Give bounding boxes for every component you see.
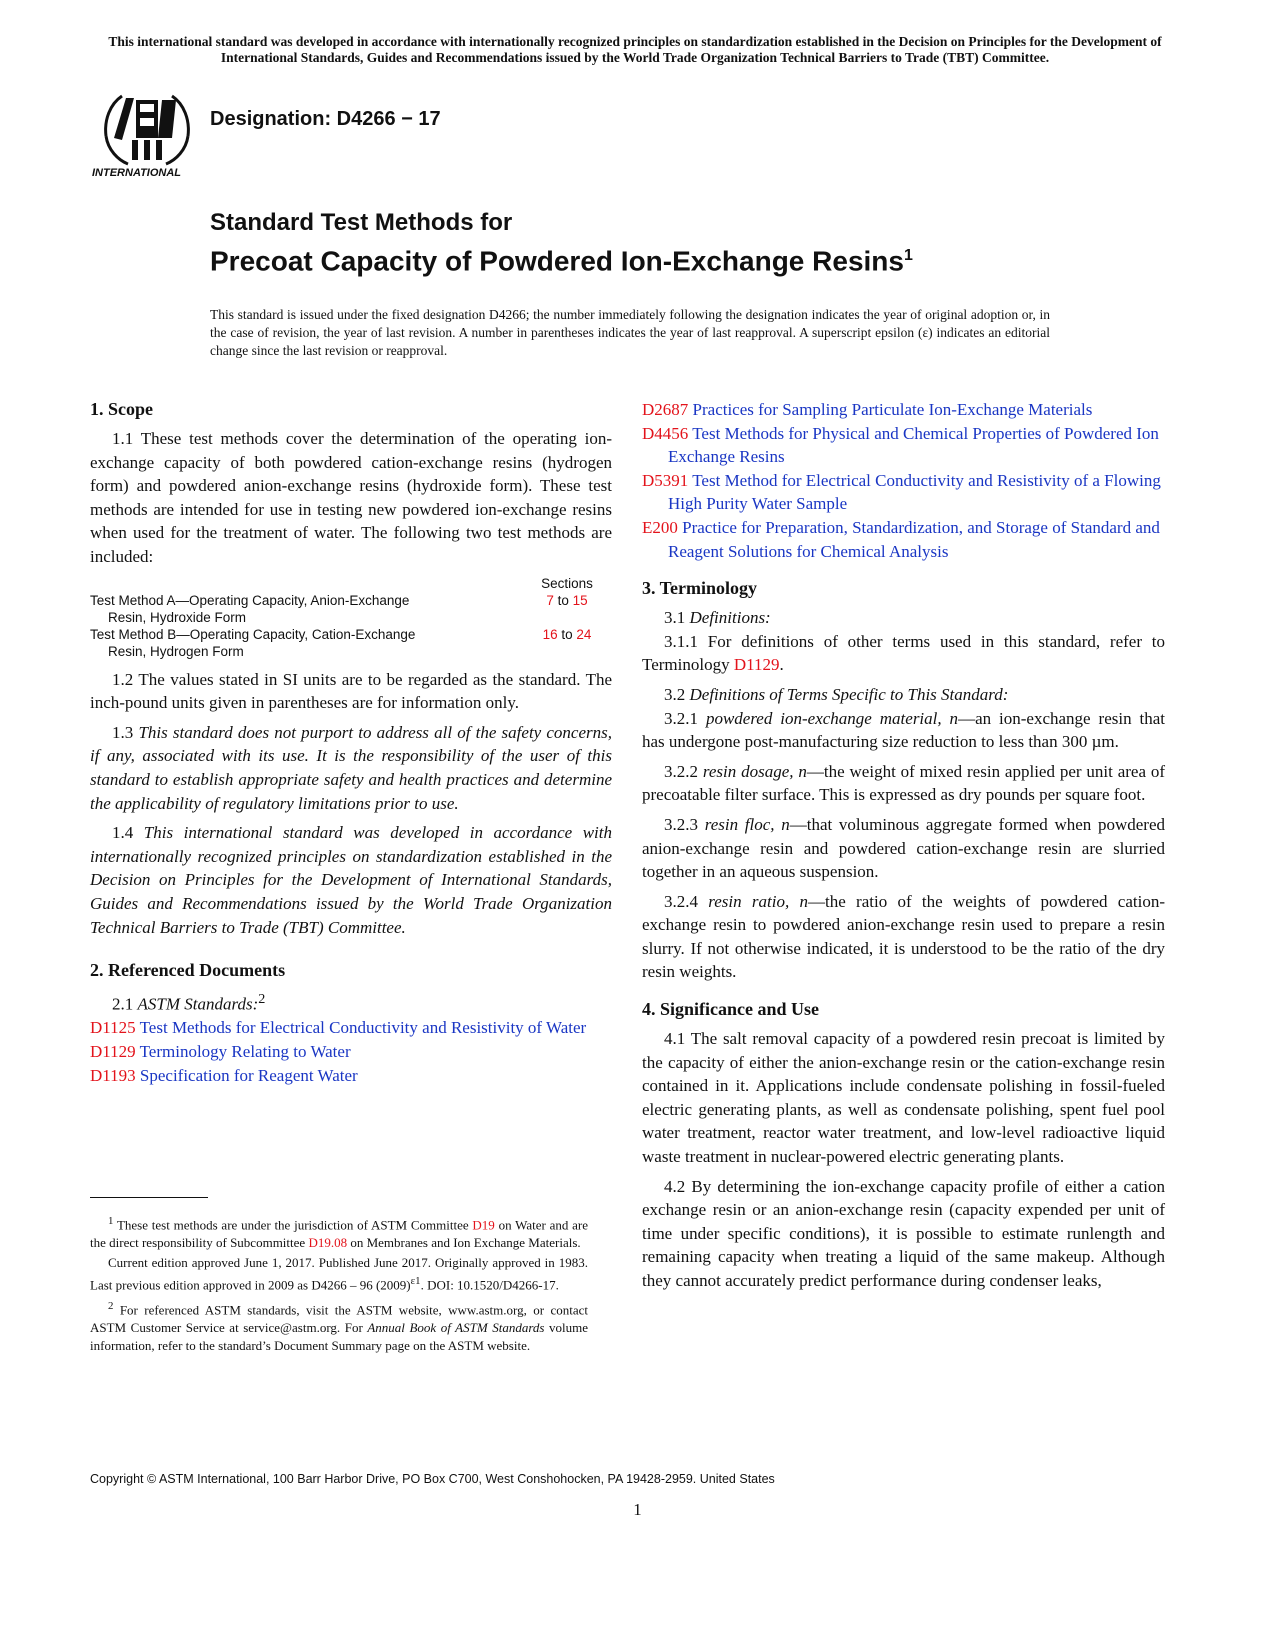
ref-code-link[interactable]: D4456 bbox=[642, 423, 689, 443]
paragraph-1-3 bbox=[90, 721, 612, 815]
definition-num: 3.2.4 bbox=[664, 891, 698, 911]
document-title bbox=[210, 208, 913, 279]
reference-e200[interactable] bbox=[642, 516, 1165, 563]
paragraph-3-2 bbox=[642, 683, 1165, 707]
footnote-1-text-c: on Membranes and Ion Exchange Materials. bbox=[350, 1235, 581, 1251]
issuance-statement: This standard is issued under the fixed designation D4266; the number immediately following the designation indicates the year of original adoption or, in the case of revision, the year of last revision. A number in parentheses indicates the year of last reapproval. A superscript epsilon (ε) indicates an editorial change since the last revision or reapproval. bbox=[210, 307, 1050, 358]
ref-title-link[interactable]: Test Methods for Physical and Chemical Properties of Powdered Ion Exchange Resins bbox=[668, 423, 1159, 467]
paragraph-2-1-label: ASTM Standards: bbox=[137, 994, 259, 1014]
paragraph-1-2: 1.2 The values stated in SI units are to be regarded as the standard. The inch-pound units given in parentheses are for information only. bbox=[90, 669, 612, 713]
paragraph-2-1-mark: 2 bbox=[258, 991, 266, 1008]
page-number: 1 bbox=[633, 1500, 642, 1519]
definition-term: powdered ion-exchange material, n bbox=[705, 708, 959, 728]
definition-3-2-3 bbox=[642, 813, 1165, 884]
section-heading-referenced: 2. Referenced Documents bbox=[90, 960, 286, 981]
definition-text: —the ratio of the weights of powdered cation-exchange resin to powdered anion-exchange resin used to prepare a resin slurry. If not otherwise indicated, it is understood to be the ratio of the dry resin weights. bbox=[642, 891, 1166, 982]
paragraph-3-1-1-end: . bbox=[779, 655, 784, 675]
definition-term: resin ratio, n bbox=[708, 891, 808, 911]
paragraph-3-2-num: 3.2 bbox=[664, 684, 686, 704]
sections-header: Sections bbox=[541, 575, 593, 591]
definition-num: 3.2.1 bbox=[664, 708, 698, 728]
footnote-1-text-b: on Water and are the direct responsibility of Subcommittee bbox=[90, 1217, 589, 1251]
paragraph-3-1-1 bbox=[642, 630, 1165, 677]
definition-text: —that voluminous aggregate formed when powdered anion-exchange resin and powdered cation-exchange resin are slurried together in an aqueous suspension. bbox=[642, 814, 1165, 882]
method-b-line2: Resin, Hydrogen Form bbox=[108, 643, 244, 659]
definition-num: 3.2.2 bbox=[664, 761, 698, 781]
method-b-from-link[interactable]: 16 bbox=[542, 626, 558, 642]
section-heading-scope: 1. Scope bbox=[90, 399, 153, 419]
reference-d5391[interactable] bbox=[642, 469, 1165, 516]
reference-d1125[interactable] bbox=[90, 1016, 612, 1040]
footnote-doi: . DOI: 10.1520/D4266-17. bbox=[420, 1277, 559, 1293]
left-column bbox=[90, 398, 612, 1087]
paragraph-3-1-label: Definitions: bbox=[689, 608, 771, 628]
method-a-to-word: to bbox=[557, 592, 569, 608]
method-a-from-link[interactable]: 7 bbox=[546, 592, 554, 608]
test-methods-table bbox=[90, 575, 612, 660]
method-b-to-link[interactable]: 24 bbox=[576, 626, 592, 642]
footnote-2-mark: 2 bbox=[108, 1299, 114, 1312]
paragraph-1-4-num: 1.4 bbox=[112, 823, 134, 843]
copyright: Copyright © ASTM International, 100 Barr Harbor Drive, PO Box C700, West Conshohocken, PA 19428-2959. United States bbox=[90, 1472, 775, 1486]
paragraph-1-4-text: This international standard was developed in accordance with internationally recognized principles on standardization established in the Decision on Principles for the Development of International Standards, Guides and Recommendations issued by the World Trade Organization Technical Barriers to Trade (TBT) Committee. bbox=[90, 823, 612, 937]
definition-num: 3.2.3 bbox=[664, 814, 698, 834]
title-line-2-text: Precoat Capacity of Powdered Ion-Exchange Resins bbox=[210, 245, 904, 277]
paragraph-2-1 bbox=[90, 988, 612, 1016]
method-b-to-word: to bbox=[561, 626, 573, 642]
title-footnote-mark: 1 bbox=[903, 247, 913, 264]
title-line-2 bbox=[210, 238, 913, 279]
paragraph-3-1-1-text: 3.1.1 For definitions of other terms used in this standard, refer to Terminology bbox=[642, 631, 1165, 675]
ref-code-link[interactable]: D1125 bbox=[90, 1018, 136, 1038]
paragraph-4-1: 4.1 The salt removal capacity of a powdered resin precoat is limited by the capacity of either the anion-exchange resin or the cation-exchange resin contained in it. Applications include condensate polishing in fossil-fueled electric generating plants, as well as condensate polishing, spent fuel pool water treatment, reactor water treatment, and low-level radioactive liquid waste treatment in nuclear-powered electric generating plants. bbox=[642, 1029, 1165, 1167]
ref-code-link[interactable]: D1193 bbox=[90, 1065, 136, 1085]
paragraph-4-2: 4.2 By determining the ion-exchange capacity profile of either a cation exchange resin or an anion-exchange resin (capacity expended per unit of time under specific conditions), it is possible to estimate runlength and remaining capacity when treating a liquid of the same makeup. Although they cannot accurately predict performance during condenser leaks, bbox=[642, 1176, 1165, 1290]
table-row bbox=[90, 592, 612, 626]
definition-text: —an ion-exchange resin that has undergone post-manufacturing size reduction to less than 300 µm. bbox=[642, 708, 1165, 752]
ref-title-link[interactable]: Terminology Relating to Water bbox=[139, 1041, 351, 1061]
paragraph-3-2-label: Definitions of Terms Specific to This Standard: bbox=[689, 684, 1009, 704]
astm-logo bbox=[92, 88, 202, 180]
ref-title-link[interactable]: Specification for Reagent Water bbox=[139, 1065, 358, 1085]
footnote-1-edition bbox=[90, 1254, 588, 1294]
paragraph-1-3-text: This standard does not purport to address all of the safety concerns, if any, associated with its use. It is the responsibility of the user of this standard to establish appropriate safety and health practices and determine the applicability of regulatory limitations prior to use. bbox=[90, 722, 613, 813]
reference-d2687[interactable] bbox=[642, 398, 1165, 422]
method-a-line1: Test Method A—Operating Capacity, Anion-Exchange bbox=[90, 592, 410, 608]
paragraph-1-4 bbox=[90, 821, 612, 939]
method-a-line2: Resin, Hydroxide Form bbox=[108, 609, 247, 625]
section-heading-terminology: 3. Terminology bbox=[642, 578, 758, 599]
footnote-2-italic: Annual Book of ASTM Standards bbox=[367, 1319, 545, 1335]
definition-3-2-1 bbox=[642, 707, 1165, 754]
terminology-d1129-link[interactable]: D1129 bbox=[733, 655, 780, 675]
footnote-1 bbox=[90, 1212, 588, 1252]
ref-code-link[interactable]: E200 bbox=[642, 517, 678, 537]
ref-title-link[interactable]: Practice for Preparation, Standardization, and Storage of Standard and Reagent Solutions for Chemical Analysis bbox=[668, 517, 1160, 561]
method-b-line1: Test Method B—Operating Capacity, Cation-Exchange bbox=[90, 626, 416, 642]
definition-text: —the weight of mixed resin applied per unit area of precoatable filter surface. This is expressed as dry pounds per square foot. bbox=[642, 761, 1166, 805]
definition-3-2-4 bbox=[642, 890, 1165, 984]
ref-code-link[interactable]: D5391 bbox=[642, 470, 689, 490]
ref-code-link[interactable]: D2687 bbox=[642, 400, 689, 419]
subcommittee-d19-08-link[interactable]: D19.08 bbox=[308, 1235, 348, 1251]
paragraph-3-1-num: 3.1 bbox=[664, 608, 686, 628]
paragraph-1-3-num: 1.3 bbox=[112, 722, 134, 742]
section-heading-significance: 4. Significance and Use bbox=[642, 999, 820, 1020]
ref-title-link[interactable]: Test Methods for Electrical Conductivity and Resistivity of Water bbox=[139, 1018, 587, 1038]
right-column bbox=[642, 398, 1165, 1299]
committee-d19-link[interactable]: D19 bbox=[472, 1217, 495, 1233]
definition-term: resin floc, n bbox=[704, 814, 790, 834]
footnotes bbox=[90, 1212, 588, 1357]
footnote-2-text-a: For referenced ASTM standards, visit the ASTM website, www.astm.org, or contact ASTM Customer Service at service@astm.org. For bbox=[90, 1301, 588, 1335]
paragraph-3-1 bbox=[642, 606, 1165, 630]
definition-3-2-2 bbox=[642, 760, 1165, 807]
footnote-1-text-a: These test methods are under the jurisdiction of ASTM Committee bbox=[116, 1217, 469, 1233]
reference-d4456[interactable] bbox=[642, 422, 1165, 469]
reference-d1193[interactable] bbox=[90, 1064, 612, 1088]
title-line-1: Standard Test Methods for bbox=[210, 209, 513, 236]
astm-logo-icon bbox=[92, 88, 202, 180]
footnote-edition-text: Current edition approved June 1, 2017. Published June 2017. Originally approved in 1983. Last previous edition approved in 2009 as D4266 – 96 (2009) bbox=[90, 1255, 588, 1293]
reference-d1129[interactable] bbox=[90, 1040, 612, 1064]
paragraph-1-1: 1.1 These test methods cover the determination of the operating ion-exchange capacity of both powdered cation-exchange resins (hydrogen form) and powdered anion-exchange resins (hydroxide form). These test methods are intended for use in testing new powdered ion-exchange resins when used for the treatment of water. The following two test methods are included: bbox=[90, 429, 612, 566]
method-a-to-link[interactable]: 15 bbox=[572, 592, 588, 608]
paragraph-2-1-num: 2.1 bbox=[112, 994, 134, 1014]
ref-title-link[interactable]: Test Method for Electrical Conductivity and Resistivity of a Flowing High Purity Water Sample bbox=[668, 470, 1161, 514]
logo-wordmark: INTERNATIONAL bbox=[92, 167, 182, 179]
designation: Designation: D4266 − 17 bbox=[210, 108, 441, 130]
footnote-divider bbox=[90, 1197, 208, 1198]
footnote-1-mark: 1 bbox=[108, 1215, 114, 1227]
ref-title-link[interactable]: Practices for Sampling Particulate Ion-Exchange Materials bbox=[692, 400, 1093, 419]
table-row bbox=[90, 626, 612, 660]
ref-code-link[interactable]: D1129 bbox=[90, 1041, 136, 1061]
footnote-2 bbox=[90, 1297, 588, 1355]
definition-term: resin dosage, n bbox=[702, 761, 807, 781]
wto-notice: This international standard was developed in accordance with internationally recognized principles on standardization established in the Decision on Principles for the Development of International Standards, Guides and Recommendations issued by the World Trade Organization Technical Barriers to Trade (TBT) Committee. bbox=[108, 34, 1162, 65]
footnote-epsilon: ε1 bbox=[410, 1275, 421, 1288]
footnote-2-text-b: volume information, refer to the standard’s Document Summary page on the ASTM website. bbox=[90, 1319, 589, 1353]
